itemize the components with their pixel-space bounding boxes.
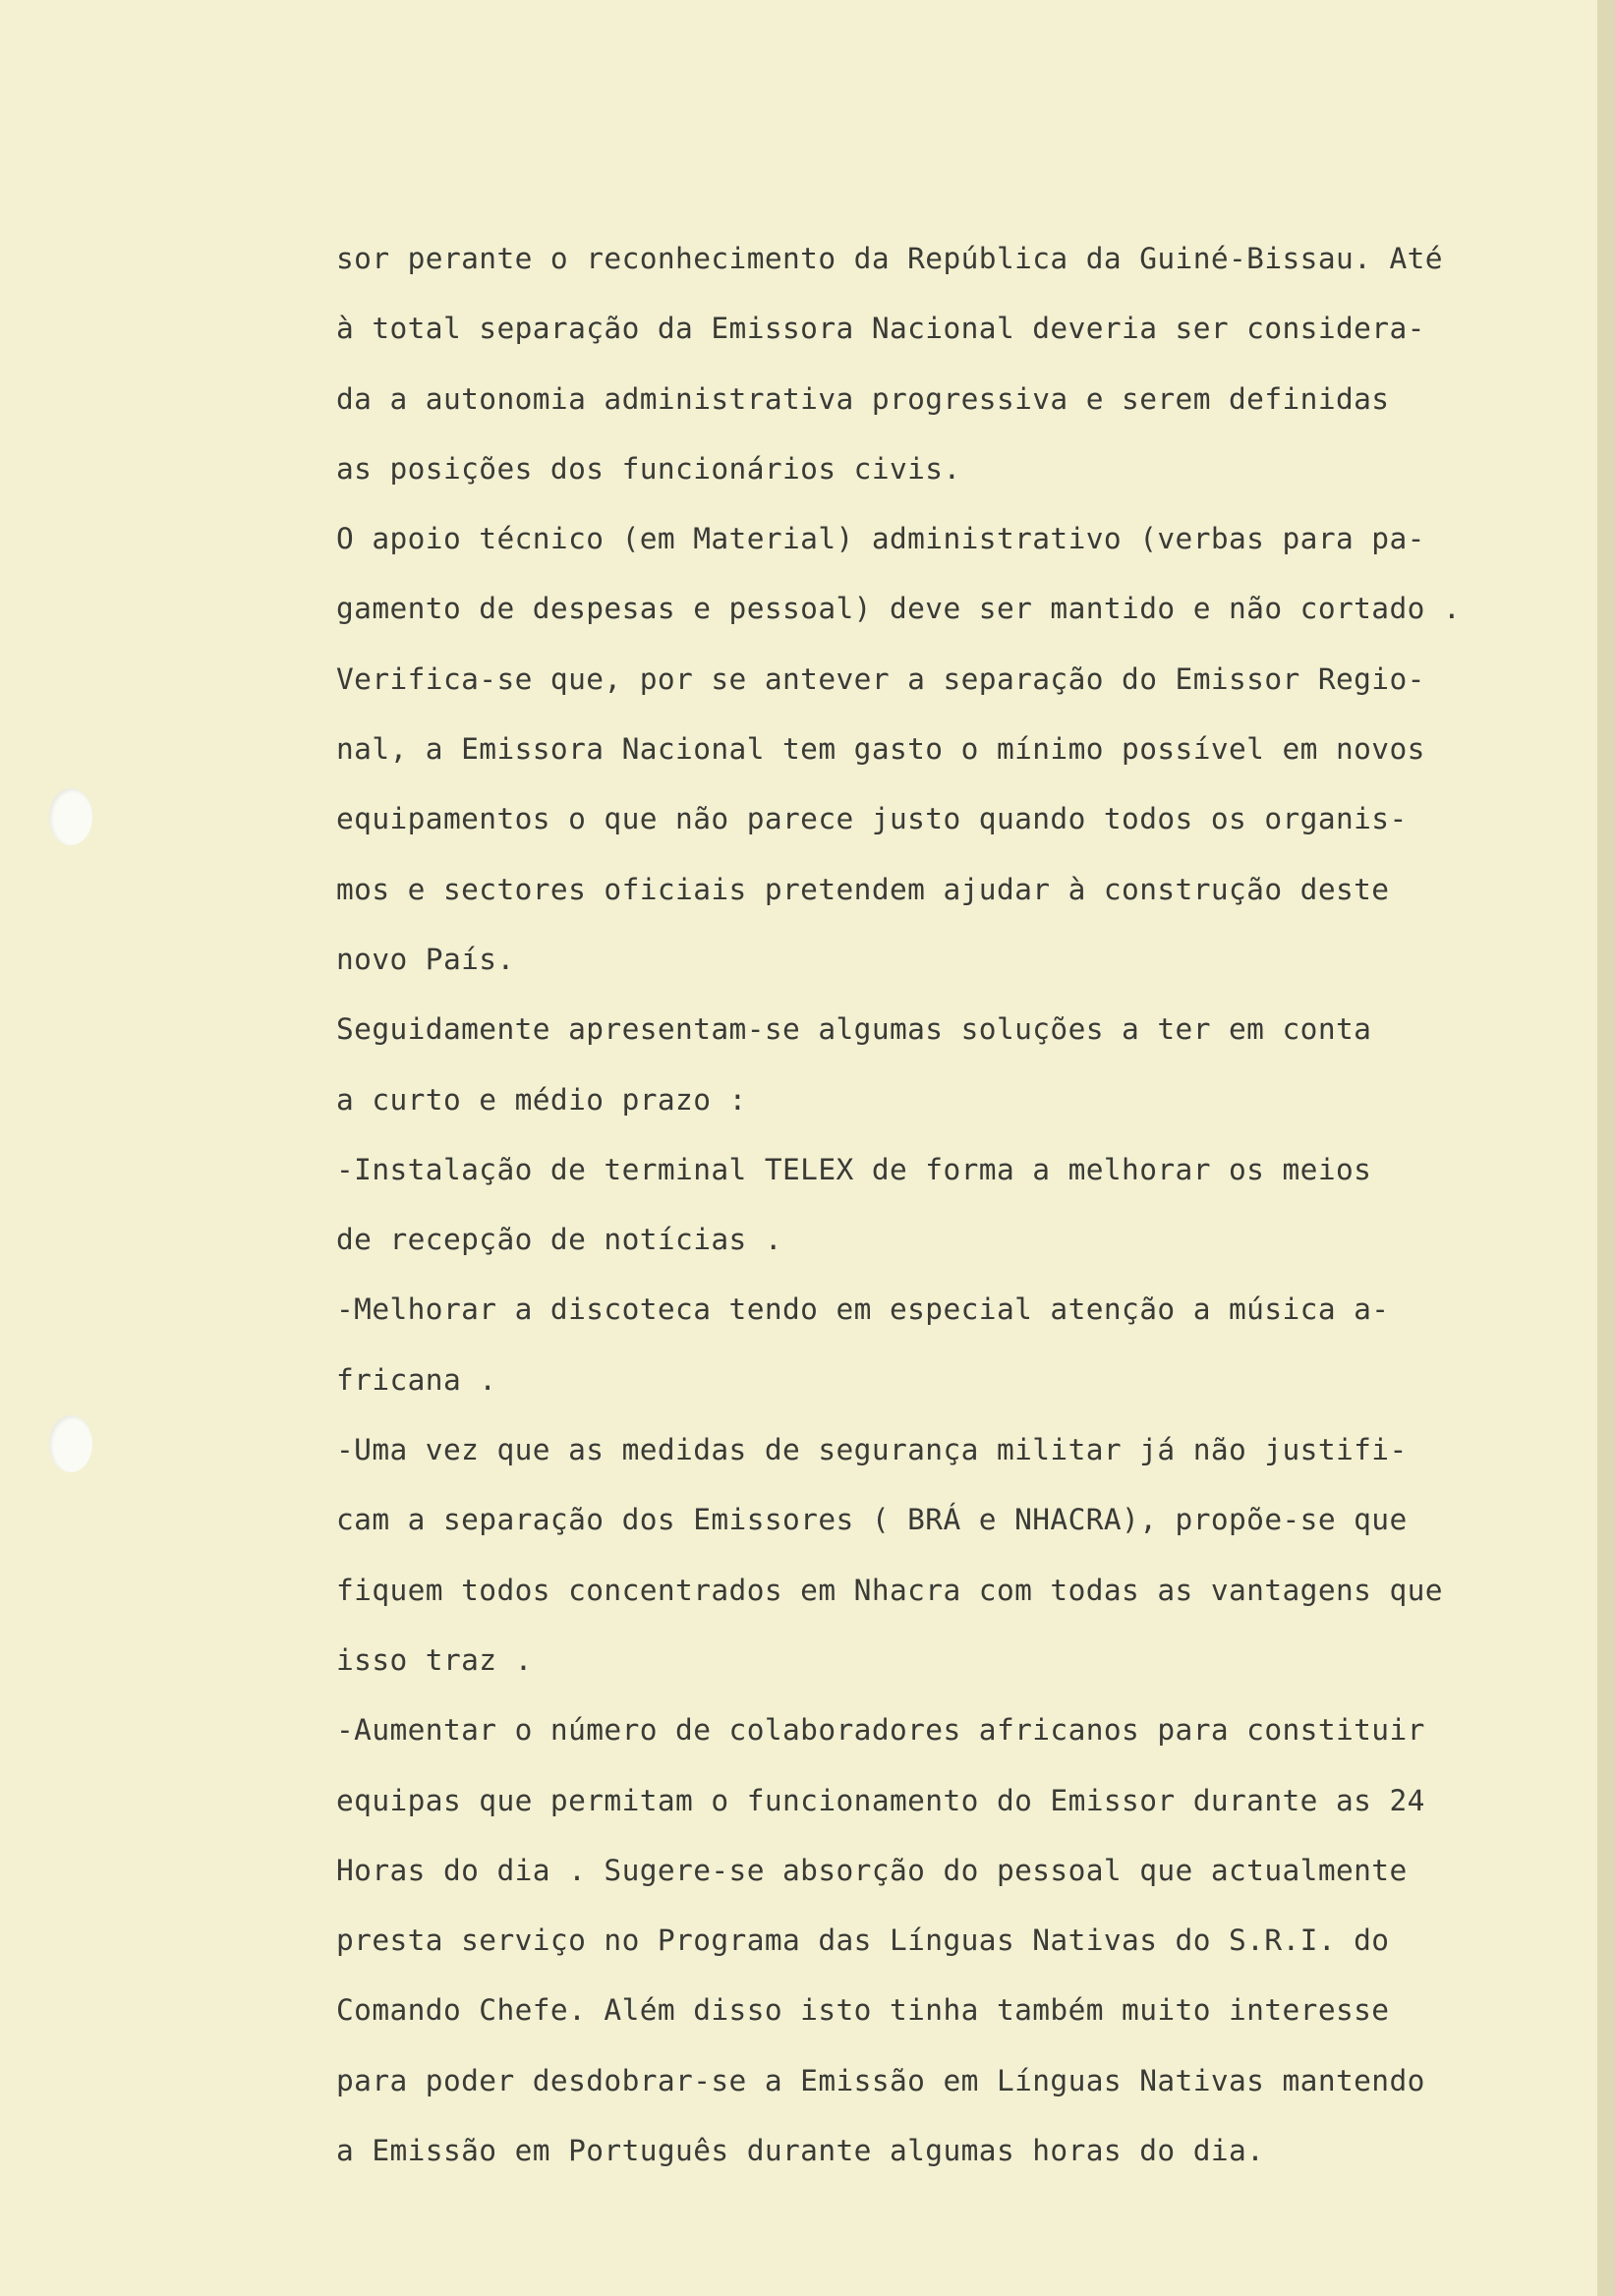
text-line: O apoio técnico (em Material) administrativo (verbas para pa-	[336, 522, 1425, 556]
text-line: da a autonomia administrativa progressiva e serem definidas	[336, 381, 1390, 416]
text-line: fiquem todos concentrados em Nhacra com todas as vantagens que	[336, 1573, 1443, 1607]
text-line: presta serviço no Programa das Línguas Nativas do S.R.I. do	[336, 1923, 1390, 1958]
text-line: para poder desdobrar-se a Emissão em Línguas Nativas mantendo	[336, 2063, 1425, 2097]
text-line: -Uma vez que as medidas de segurança militar já não justifi-	[336, 1433, 1408, 1467]
text-line: novo País.	[336, 942, 515, 976]
text-line: de recepção de notícias .	[336, 1223, 783, 1257]
text-line: sor perante o reconhecimento da República da Guiné-Bissau. Até	[336, 242, 1443, 275]
text-line: fricana .	[336, 1362, 497, 1397]
text-line: as posições dos funcionários civis.	[336, 451, 961, 486]
text-line: Comando Chefe. Além disso isto tinha também muito interesse	[336, 1993, 1390, 2028]
text-line: Verifica-se que, por se antever a separação do Emissor Regio-	[336, 661, 1425, 696]
punch-hole	[49, 1415, 92, 1472]
text-line: equipamentos o que não parece justo quando todos os organis-	[336, 802, 1408, 836]
text-line: gamento de despesas e pessoal) deve ser mantido e não cortado .	[336, 592, 1462, 626]
text-line: nal, a Emissora Nacional tem gasto o mínimo possível em novos	[336, 732, 1425, 767]
text-line: -Melhorar a discoteca tendo em especial atenção a música a-	[336, 1292, 1390, 1327]
text-line: equipas que permitam o funcionamento do Emissor durante as 24	[336, 1783, 1425, 1817]
document-body	[336, 224, 1555, 2186]
text-line: a Emissão em Português durante algumas horas do dia.	[336, 2134, 1265, 2168]
text-line: à total separação da Emissora Nacional deveria ser considera-	[336, 312, 1425, 346]
text-line: -Aumentar o número de colaboradores africanos para constituir	[336, 1713, 1425, 1748]
punch-hole	[49, 788, 92, 845]
text-line: -Instalação de terminal TELEX de forma a melhorar os meios	[336, 1152, 1372, 1186]
text-line: mos e sectores oficiais pretendem ajudar à construção deste	[336, 872, 1390, 906]
text-line: Horas do dia . Sugere-se absorção do pessoal que actualmente	[336, 1853, 1408, 1887]
text-line: cam a separação dos Emissores ( BRÁ e NHACRA), propõe-se que	[336, 1503, 1408, 1537]
text-line: a curto e médio prazo :	[336, 1082, 747, 1117]
text-line: Seguidamente apresentam-se algumas soluções a ter em conta	[336, 1012, 1372, 1047]
text-line: isso traz .	[336, 1642, 533, 1677]
page-edge	[1597, 0, 1615, 2296]
